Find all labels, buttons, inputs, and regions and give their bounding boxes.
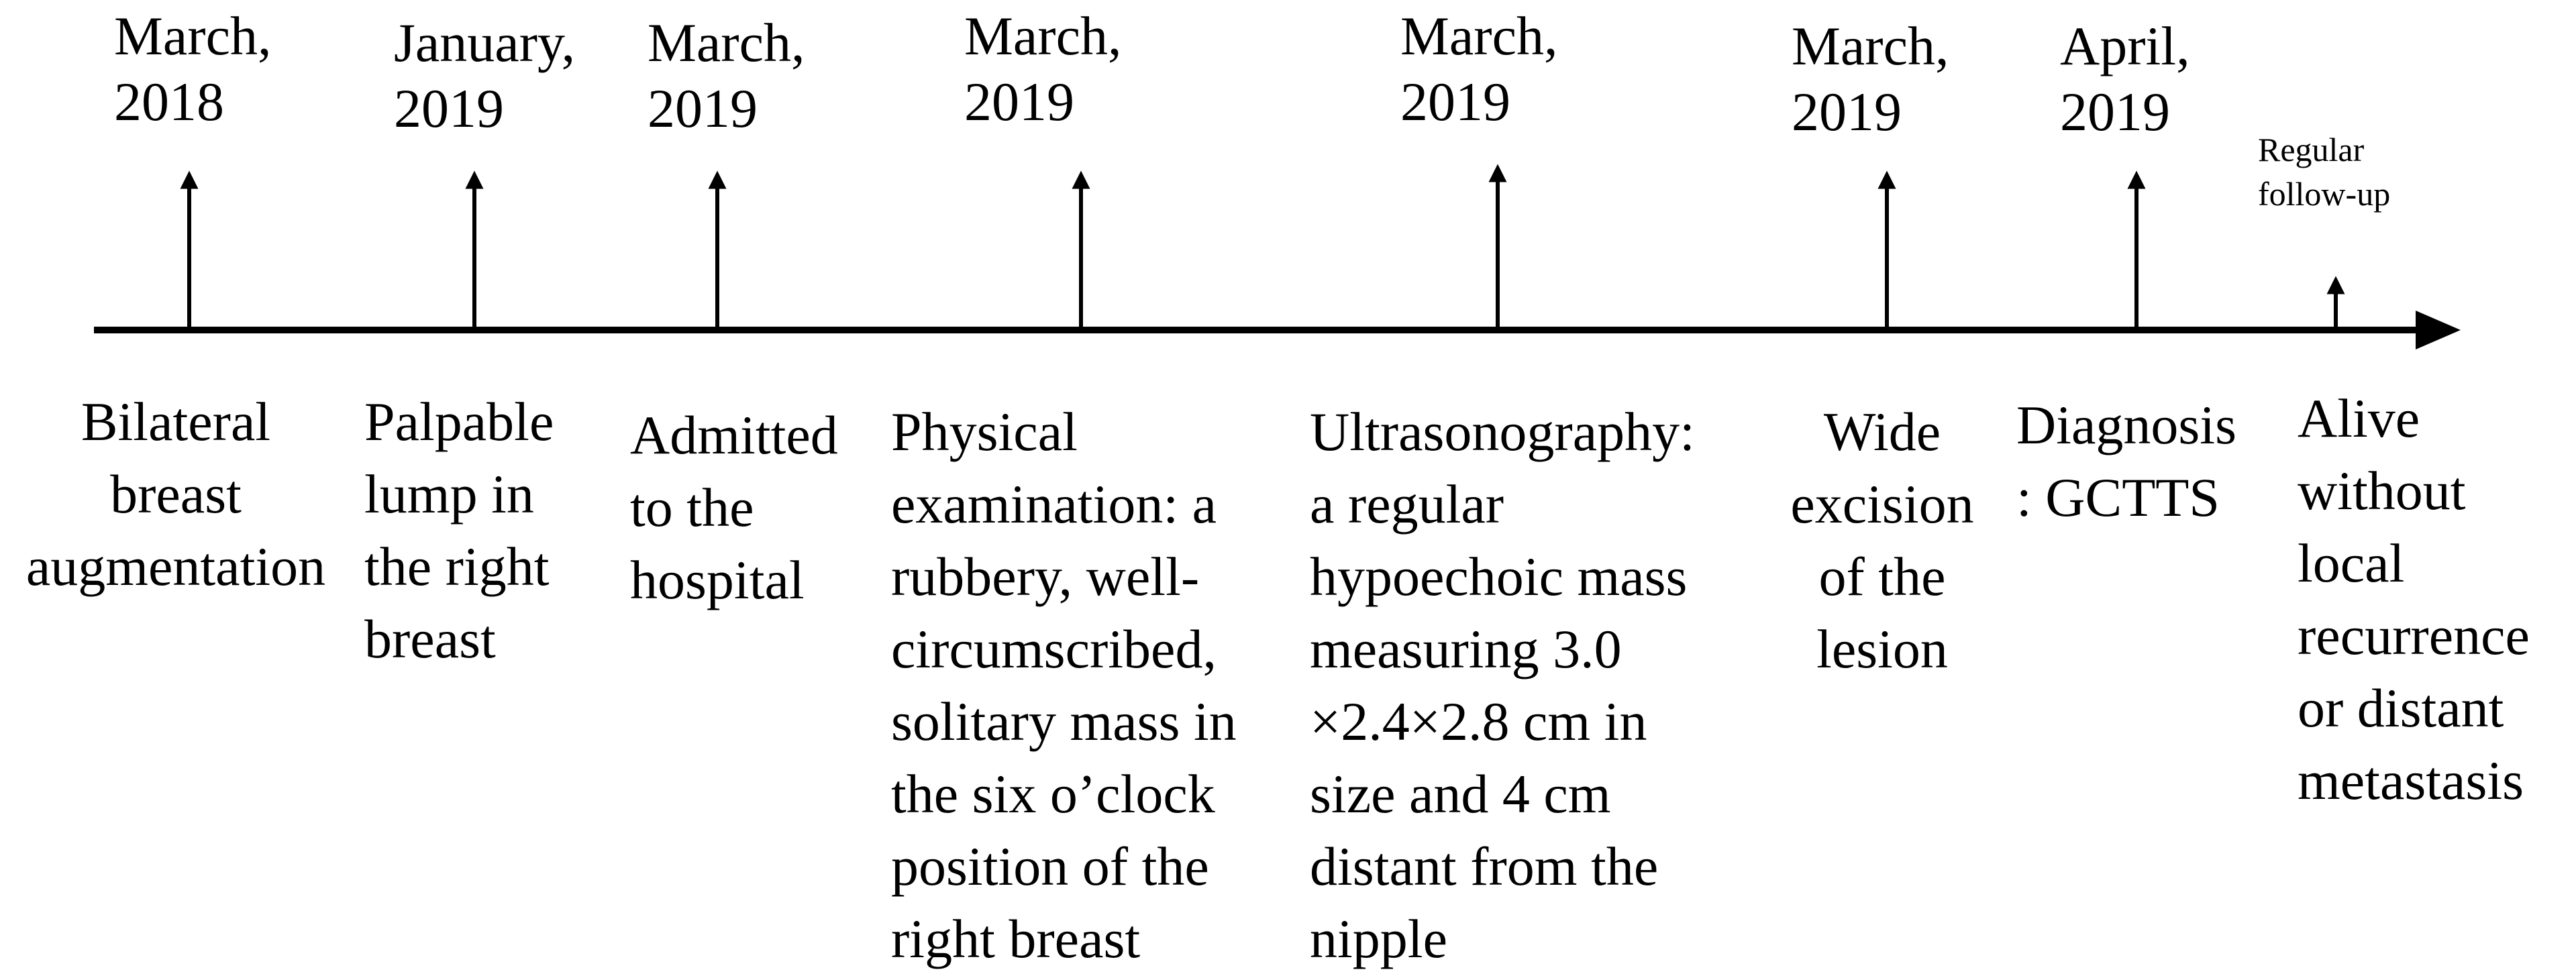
timeline-axis-arrowhead [2416,311,2461,349]
event-label-augmentation: Bilateral breast augmentation [25,391,326,597]
date-label-excision: March, 2019 [1792,15,1949,142]
date-label-ultrasonography: March, 2019 [1400,5,1558,132]
event-label-diagnosis: Diagnosis : GCTTS [2016,394,2236,528]
event-label-physical-exam: Physical examination: a rubbery, well- circumscribed, solitary mass in the six o’clock position of the right breast [891,401,1237,969]
date-label-lump: January, 2019 [394,12,576,139]
date-label-follow-up: Regular follow-up [2258,131,2391,213]
event-label-excision: Wide excision of the lesion [1790,401,1974,679]
date-label-physical-exam: March, 2019 [964,5,1122,132]
event-label-ultrasonography: Ultrasonography: a regular hypoechoic mass measuring 3.0 ×2.4×2.8 cm in size and 4 cm distant from the nipple [1310,401,1695,969]
date-label-diagnosis: April, 2019 [2060,15,2190,142]
date-label-admitted: March, 2019 [648,12,805,139]
event-label-lump: Palpable lump in the right breast [364,391,554,669]
event-label-follow-up: Alive without local recurrence or distant metastasis [2298,388,2530,811]
event-label-admitted: Admitted to the hospital [630,404,838,610]
date-label-augmentation: March, 2018 [114,5,272,132]
